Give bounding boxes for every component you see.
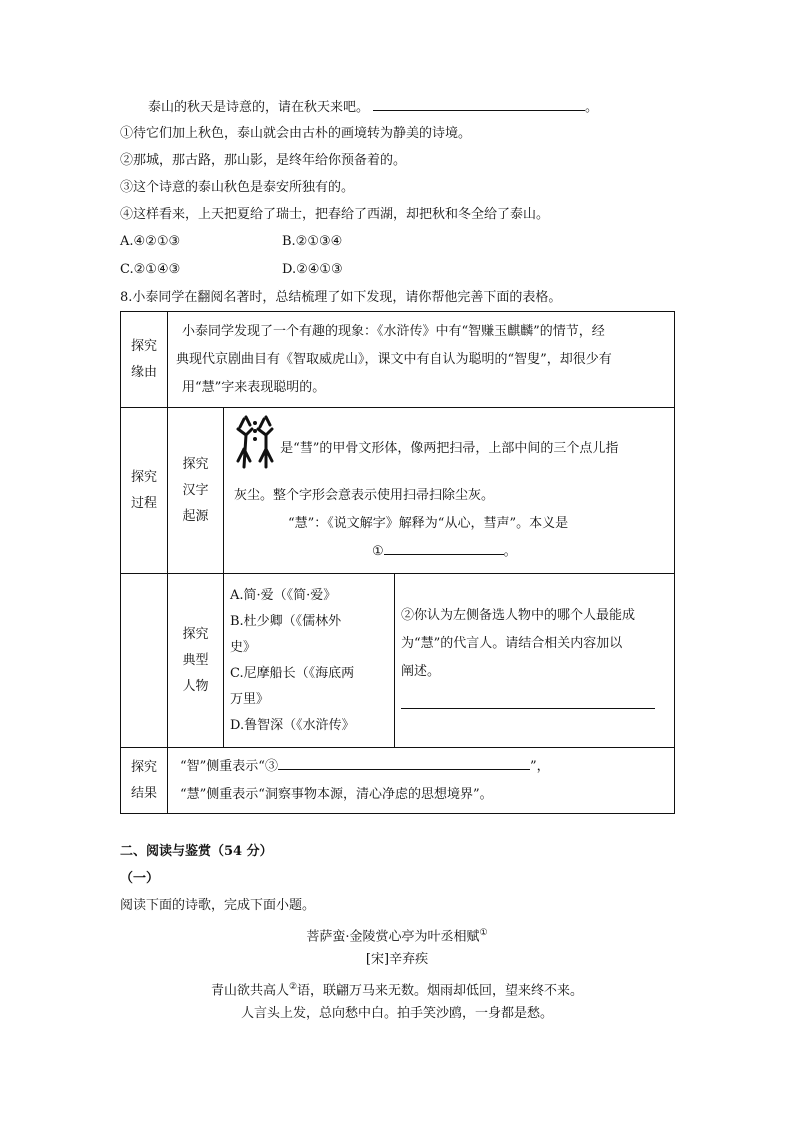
prompt-line-1: ②你认为左侧备选人物中的哪个人最能成 [401, 607, 636, 623]
poem-line-1-note: ② [288, 982, 298, 992]
figure-option-b-cont: 史》 [230, 639, 257, 655]
zhi-answer-blank[interactable] [278, 757, 530, 770]
q7-option-c: C.②①④③ [120, 262, 181, 277]
origin-line-1 [234, 415, 674, 482]
label-line: 探究 [130, 338, 157, 354]
row-figure-empty-label [121, 574, 168, 748]
prompt-line-2: 为“慧”的代言人。请结合相关内容加以 [401, 635, 623, 651]
reason-line-2: 典现代京剧曲目有《智取威虎山》，课文中有自认为聪明的“智叟”，却很少有 [176, 351, 612, 367]
reading-instruction: 阅读下面的诗歌，完成下面小题。 [120, 898, 316, 913]
result-zhi-text: “智”侧重表示“③ [180, 758, 278, 774]
label-line: 探究 [182, 456, 209, 472]
q7-sentence-4: ④这样看来，上天把夏给了瑞士，把春给了西湖，却把秋和冬全给了泰山。 [120, 207, 550, 222]
q7-option-b: B.②①③④ [282, 234, 343, 249]
figure-option-b: B.杜少卿（《儒林外 [230, 613, 342, 629]
q7-end-mark: 。 [585, 100, 599, 115]
figure-option-c: C.尼摩船长（《海底两 [230, 665, 355, 681]
label-line: 探究 [182, 626, 209, 642]
q7-sentence-3: ③这个诗意的泰山秋色是泰安所独有的。 [120, 180, 355, 195]
row-process-label [121, 408, 168, 574]
row-origin-sublabel [168, 408, 224, 574]
label-line: 探究 [130, 469, 157, 485]
poem-line-2: 人言头上发，总向愁中白。拍手笑沙鸥，一身都是愁。 [240, 1006, 553, 1021]
figure-option-a: A.简·爱（《简·爱》 [230, 587, 337, 603]
row-reason-text [168, 312, 675, 408]
label-line: 人物 [182, 678, 209, 694]
end-mark: 。 [503, 544, 517, 559]
result-line-1 [180, 753, 674, 781]
figure-option-d: D.鲁智深（《水浒传》 [230, 717, 355, 733]
figure-answer-blank[interactable] [401, 698, 655, 709]
q7-stem-text: 泰山的秋天是诗意的，请在秋天来吧。 [148, 100, 370, 115]
section-subheading: （一） [120, 871, 160, 886]
poem-line-1-b: 语，联翩万马来无数。烟雨却低回，望来终不来。 [297, 983, 584, 999]
blank-number: ① [372, 544, 384, 559]
label-line: 汉字 [182, 482, 209, 498]
poem-title-text: 菩萨蛮·金陵赏心亭为叶丞相赋 [306, 929, 480, 945]
result-zhi-end: ”， [529, 758, 550, 774]
label-line: 过程 [130, 495, 157, 511]
label-line: 探究 [130, 759, 157, 775]
q7-stem [148, 98, 598, 117]
row-reason-label [121, 312, 168, 408]
q7-option-a: A.④②①③ [120, 234, 181, 249]
row-figure-sublabel [168, 574, 224, 748]
label-line: 典型 [182, 652, 209, 668]
q7-sentence-2: ②那城，那古路，那山影，是终年给你预备着的。 [120, 153, 407, 168]
result-line-2: “慧”侧重表示“洞察事物本源，清心净虑的思想境界”。 [180, 786, 493, 802]
q7-option-d: D.②④①③ [282, 262, 343, 277]
origin-line-1-text: 是“彗”的甲骨文形体，像两把扫帚，上部中间的三个点儿指 [280, 441, 619, 456]
label-line: 缘由 [130, 364, 157, 380]
reason-line-1: 小泰同学发现了一个有趣的现象：《水浒传》中有“智赚玉麒麟”的情节，经 [182, 323, 605, 339]
row-result-content [168, 748, 675, 814]
q7-sentence-1: ①待它们加上秋色，泰山就会由古朴的画境转为静美的诗境。 [120, 126, 472, 141]
label-line: 结果 [130, 785, 157, 801]
oracle-bone-glyph-icon [234, 415, 276, 482]
section-heading: 二、阅读与鉴赏（54 分） [120, 844, 273, 859]
row-origin-content [224, 408, 675, 574]
origin-line-2: 灰尘。整个字形会意表示使用扫帚扫除尘灰。 [234, 488, 495, 503]
row-result-label [121, 748, 168, 814]
poem-title-note: ① [479, 928, 488, 938]
poem-line-1-a: 青山欲共高人 [210, 983, 289, 999]
poem-title [0, 924, 794, 946]
figure-options [224, 574, 395, 748]
poem-author: [宋]辛弃疾 [365, 952, 429, 967]
figure-prompt [395, 574, 675, 748]
label-line: 起源 [182, 508, 209, 524]
reason-line-3: 用“慧”字来表现聪明的。 [182, 379, 326, 395]
poem-line-1 [0, 978, 794, 1000]
figure-option-c-cont: 万里》 [230, 691, 270, 707]
origin-line-4 [234, 538, 674, 566]
q7-answer-blank[interactable] [373, 98, 585, 111]
q8-stem: 8.小泰同学在翻阅名著时，总结梳理了如下发现，请你帮他完善下面的表格。 [120, 290, 562, 305]
prompt-line-3: 阐述。 [401, 663, 441, 679]
origin-line-3: “慧”：《说文解字》解释为“从心，彗声”。本义是 [288, 516, 569, 531]
meaning-answer-blank[interactable] [384, 542, 504, 555]
q8-table [120, 311, 675, 814]
